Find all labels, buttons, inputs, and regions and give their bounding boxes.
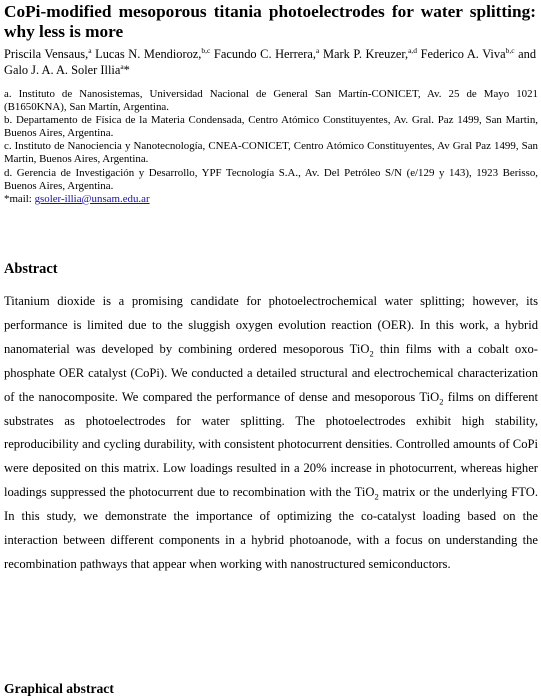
affiliation-b: b. Departamento de Física de la Materia Condensada, Centro Atómico Constituyentes, Av. Gral. Paz 1499, San Martin, Buenos Aires, Argentina.	[4, 114, 538, 140]
affiliation-c: c. Instituto de Nanociencia y Nanotecnología, CNEA-CONICET, Centro Atómico Constituyentes, Av Gral Paz 1499, San Martin, Buenos Aires, Argentina.	[4, 140, 538, 166]
author-name: Lucas N. Mendioroz,	[91, 47, 202, 61]
corresponding-author-mark: *	[123, 62, 130, 77]
affiliation-a: a. Instituto de Nanosistemas, Universidad Nacional de General San Martín-CONICET, Av. 25 de Mayo 1021 (B1650KNA), San Martín, Argentina.	[4, 88, 538, 114]
author-name: Priscila Vensaus,	[4, 47, 89, 61]
author-affiliation-mark: a	[316, 45, 320, 55]
abstract-text: films on different substrates as photoelectrodes for water splitting. The photoelectrodes exhibit high stability, reproducibility and cycling durability, with consistent photocurrent densities. Controlled amounts of CoPi were deposited on this matrix. Low loadings resulted in a 20% increase in photocurrent, whereas higher loadings suppressed the photocurrent due to recombination with the TiO	[4, 389, 538, 500]
abstract-text: thin films with a cobalt oxo-phosphate OER catalyst (CoPi). We conducted a detailed structural and electrochemical characterization of the nanocomposite. We compared the performance of dense and mesoporous TiO	[4, 341, 538, 404]
abstract-body	[4, 290, 538, 577]
author-name: Federico A. Viva	[417, 47, 506, 61]
author-affiliation-mark: b,c	[505, 45, 515, 55]
subscript-two: 2	[369, 348, 374, 359]
abstract-text: Titanium dioxide is a promising candidate for photoelectrochemical water splitting; however, its performance is limited due to the sluggish oxygen evolution reaction (OER). In this work, a hybrid nanomaterial was developed by combining ordered mesoporous TiO	[4, 294, 538, 356]
email-label: *mail:	[4, 192, 35, 205]
author-affiliation-mark: b,c	[201, 45, 211, 55]
contact-email-line	[4, 193, 538, 206]
graphical-abstract-heading: Graphical abstract	[4, 681, 114, 696]
author-list	[4, 47, 536, 78]
abstract-text: matrix or the underlying FTO. In this study, we demonstrate the importance of optimizing the co-catalyst loading based on the interaction between different components in a hybrid photoanode, with a focus on understanding the recombination pathways that appear when working with nanostructured semiconductors.	[4, 485, 538, 571]
subscript-two: 2	[374, 491, 379, 502]
author-affiliation-mark: a	[88, 45, 92, 55]
affiliation-d: d. Gerencia de Investigación y Desarrollo, YPF Tecnología S.A., Av. Del Petróleo S/N (e/129 y 143), 1923 Berisso, Buenos Aires, Argentina.	[4, 166, 538, 192]
subscript-two: 2	[439, 396, 444, 407]
abstract-heading: Abstract	[4, 261, 58, 277]
author-name: and Galo J. A. A. Soler Illia	[4, 47, 537, 77]
author-affiliation-mark: a,d	[408, 45, 418, 55]
paper-title: CoPi-modified mesoporous titania photoelectrodes for water splitting: why less is more	[4, 2, 536, 41]
author-name: Facundo C. Herrera,	[210, 47, 317, 61]
affiliation-list	[4, 88, 538, 206]
author-affiliation-mark: a	[120, 61, 124, 71]
email-link[interactable]: gsoler-illia@unsam.edu.ar	[34, 192, 150, 205]
author-name: Mark P. Kreuzer,	[319, 47, 409, 61]
